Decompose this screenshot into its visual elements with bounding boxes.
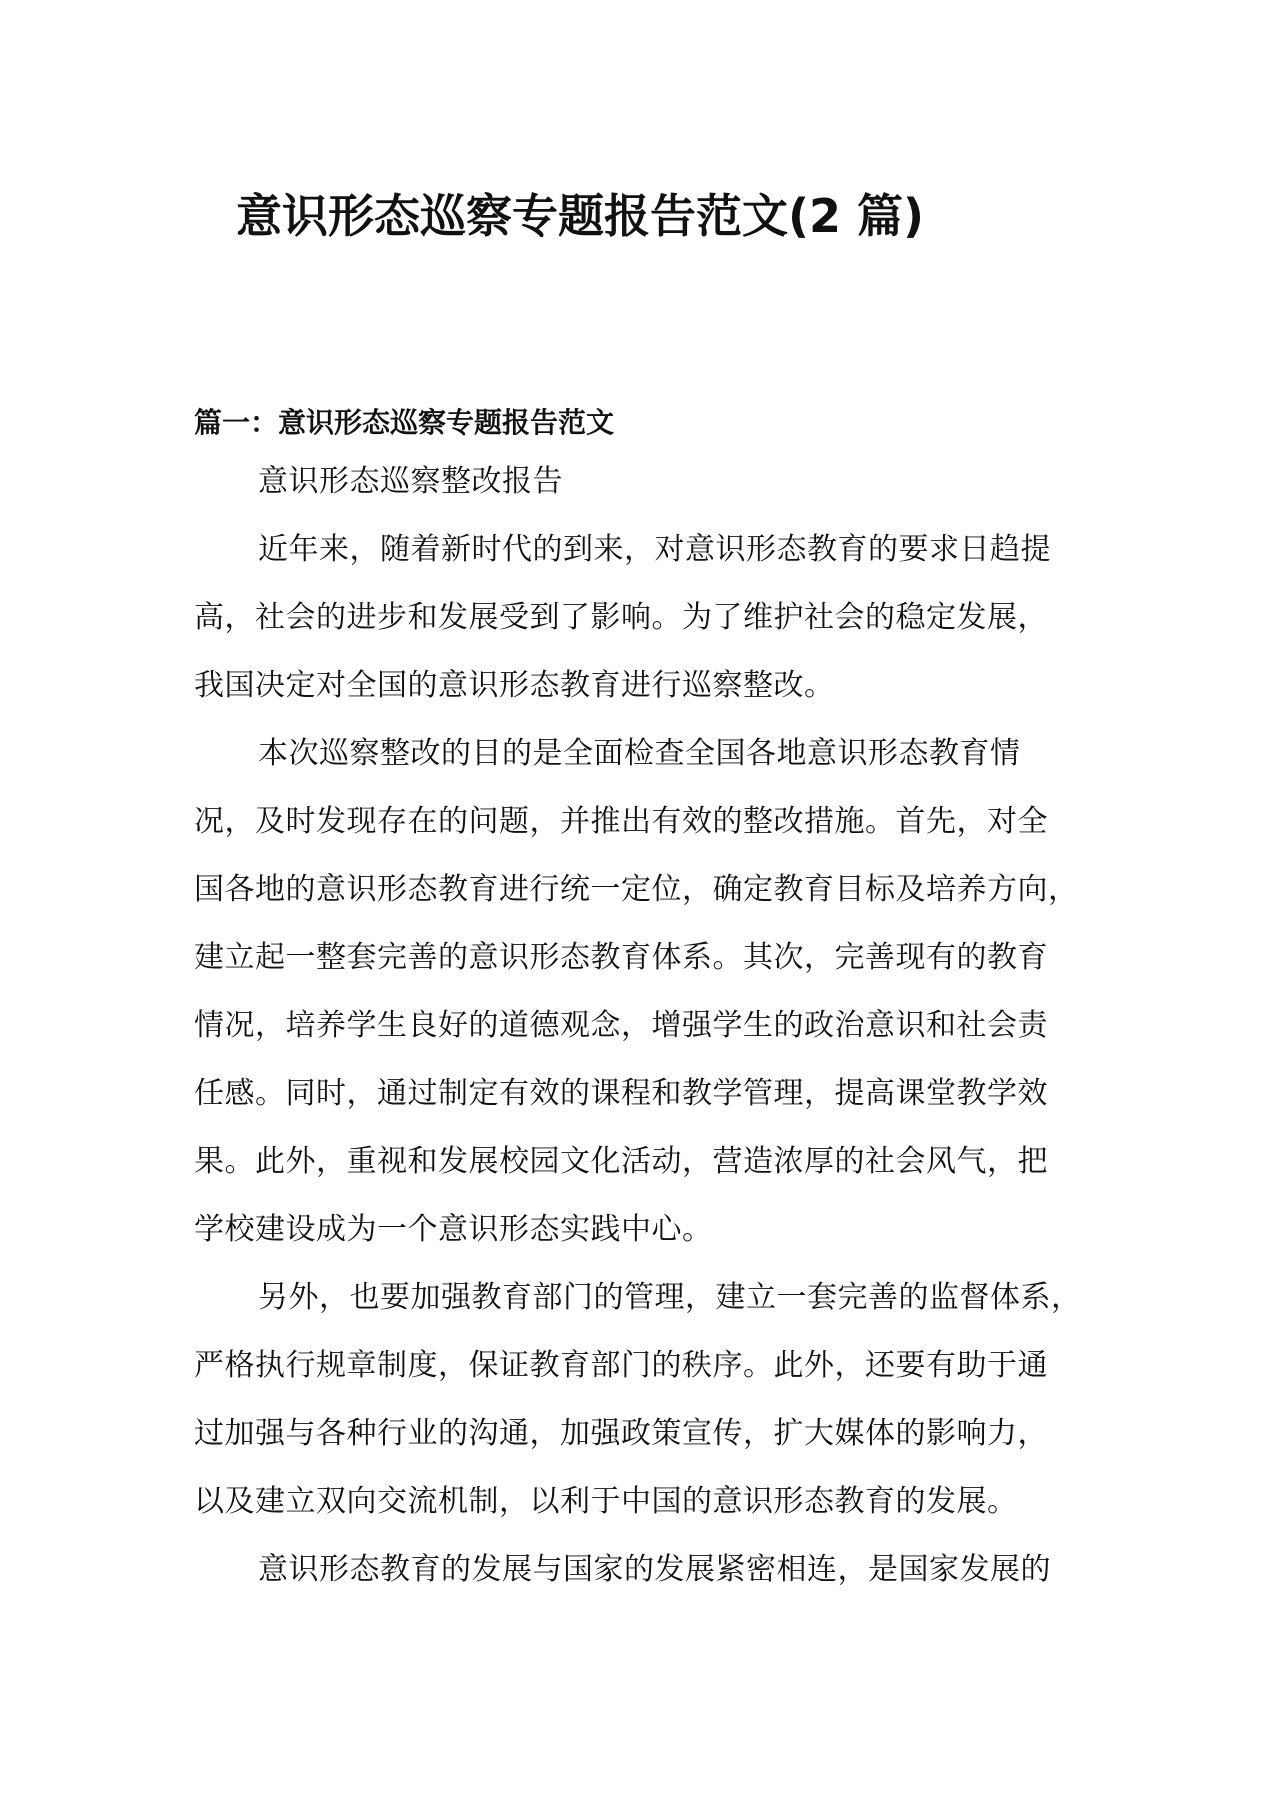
paragraph-line: 以及建立双向交流机制，以利于中国的意识形态教育的发展。 [194, 1484, 1018, 1519]
paragraph-line: 意识形态巡察整改报告 [258, 464, 563, 499]
document-body [194, 398, 1094, 1604]
paragraph-line: 高，社会的进步和发展受到了影响。为了维护社会的稳定发展， [194, 600, 1048, 635]
document-title: 意识形态巡察专题报告范文(2 篇) [235, 189, 925, 243]
paragraph [194, 720, 1094, 1264]
section-heading: 篇一：意识形态巡察专题报告范文 [194, 406, 615, 439]
paragraph [194, 1264, 1094, 1536]
paragraph-line: 况，及时发现存在的问题，并推出有效的整改措施。首先，对全 [194, 804, 1048, 839]
paragraph-line: 严格执行规章制度，保证教育部门的秩序。此外，还要有助于通 [194, 1348, 1048, 1383]
paragraph-line: 过加强与各种行业的沟通，加强政策宣传，扩大媒体的影响力， [194, 1416, 1048, 1451]
paragraph-subtitle [194, 448, 1094, 516]
paragraph-line: 国各地的意识形态教育进行统一定位，确定教育目标及培养方向， [194, 872, 1079, 907]
paragraph-line: 本次巡察整改的目的是全面检查全国各地意识形态教育情 [258, 736, 1021, 771]
paragraph-line: 情况，培养学生良好的道德观念，增强学生的政治意识和社会责 [194, 1008, 1048, 1043]
paragraph-line: 我国决定对全国的意识形态教育进行巡察整改。 [194, 668, 835, 703]
paragraph-line: 果。此外，重视和发展校园文化活动，营造浓厚的社会风气，把 [194, 1144, 1048, 1179]
paragraph-line: 近年来，随着新时代的到来，对意识形态教育的要求日趋提 [258, 532, 1051, 567]
paragraph-line: 另外，也要加强教育部门的管理，建立一套完善的监督体系， [258, 1280, 1082, 1315]
paragraph-line: 学校建设成为一个意识形态实践中心。 [194, 1212, 713, 1247]
paragraph [194, 1536, 1094, 1604]
paragraph [194, 516, 1094, 720]
paragraph-line: 建立起一整套完善的意识形态教育体系。其次，完善现有的教育 [194, 940, 1048, 975]
paragraph-line: 意识形态教育的发展与国家的发展紧密相连，是国家发展的 [258, 1552, 1051, 1587]
paragraph-line: 任感。同时，通过制定有效的课程和教学管理，提高课堂教学效 [194, 1076, 1048, 1111]
